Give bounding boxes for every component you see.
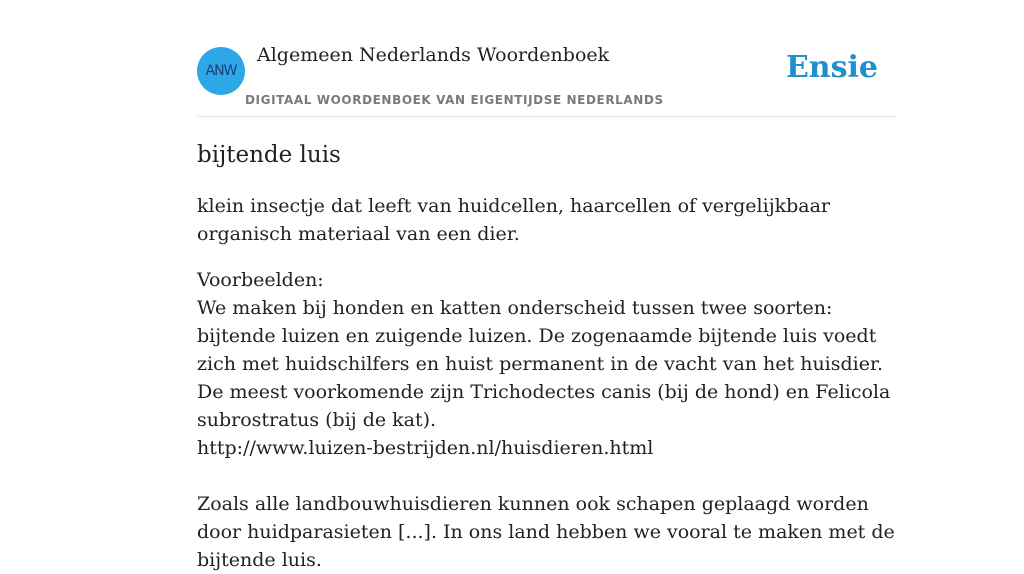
site-subtitle: DIGITAAL WOORDENBOEK VAN EIGENTIJDSE NEDERLANDS [245,93,664,107]
example-source-link[interactable]: http://www.luizen-bestrijden.nl/huisdieren.html [197,437,654,459]
ensie-brand-link[interactable]: Ensie [785,50,878,85]
site-header [197,0,897,117]
entry-title: bijtende luis [197,142,341,168]
example-text: Zoals alle landbouwhuisdieren kunnen ook schapen geplaagd worden door huidparasieten [...]. In ons land hebben we vooral te maken met de bijtende luis. [197,493,895,571]
examples-section [197,266,907,574]
site-title[interactable]: Algemeen Nederlands Woordenboek [257,44,610,66]
entry-definition: klein insectje dat leeft van huidcellen, haarcellen of vergelijkbaar organisch materiaal van een dier. [197,195,831,245]
examples-label: Voorbeelden: [197,269,324,291]
example-text: We maken bij honden en katten onderscheid tussen twee soorten: bijtende luizen en zuigende luizen. De zogenaamde bijtende luis voedt zich met huidschilfers en huist permanent in de vacht van het huisdier. De meest voorkomende zijn Trichodectes canis (bij de hond) en Felicola subrostratus (bij de kat). [197,297,891,431]
entry-content [197,139,907,574]
anw-logo[interactable]: ANW [197,47,245,95]
